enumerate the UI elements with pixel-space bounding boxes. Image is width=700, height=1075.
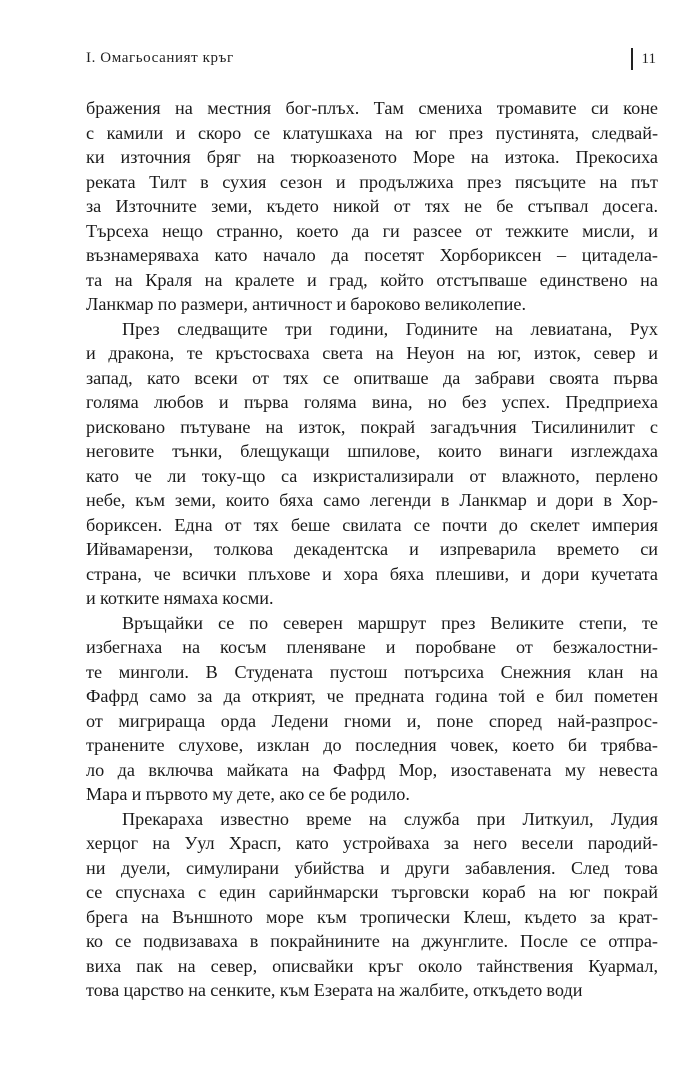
text-line: запад, като всеки от тях се опитваше да забрави своята първа (86, 367, 658, 388)
text-line: се спуснаха с един сарийнмарски търговски кораб на юг покрай (86, 882, 658, 902)
text-line: Връщайки се по северен маршрут през Великите степи, те (122, 612, 658, 633)
text-line: та на Краля на кралете и град, който отстъпваше единствено на (86, 269, 658, 290)
running-head (86, 50, 656, 72)
text-line: избегнаха на косъм пленяване и поробване от безжалостни- (86, 637, 658, 657)
text-line: През следващите три години, Годините на левиатана, Рух (122, 318, 658, 339)
text-line: с камили и скоро се клатушкаха на юг през пустинята, следвай- (86, 122, 658, 143)
text-line: виха пак на север, описвайки кръг около тайнствения Куармал, (86, 955, 658, 976)
text-line: голяма любов и първа голяма вина, но без успех. Предприеха (86, 392, 658, 412)
page-number-block (631, 48, 656, 70)
body-text (86, 96, 658, 1003)
text-line: неговите тънки, блещукащи шпилове, които винаги изглеждаха (86, 441, 658, 461)
text-line: страна, че всички плъхове и хора бяха плешиви, и дори кучетата (86, 563, 658, 584)
text-line: рисковано пътуване на изток, покрай загадъчния Тисилинилит с (86, 416, 658, 437)
text-line: Мара и първото му дете, ако се бе родило. (86, 784, 410, 804)
text-line: Търсеха нещо странно, което да ги разсее от тежките мисли, и (86, 220, 658, 241)
text-line: това царство на сенките, към Езерата на жалбите, откъдето води (86, 980, 583, 1000)
text-line: бражения на местния бог-плъх. Там смениха тромавите си коне (86, 98, 658, 118)
text-line: възнамеряваха като начало да посетят Хорбориксен – цитадела- (86, 245, 658, 265)
text-line: и дракона, те кръстосваха света на Неуон на юг, изток, север и (86, 343, 658, 363)
paragraph (86, 807, 658, 1003)
paragraph (86, 611, 658, 807)
text-line: реката Тилт в сухия сезон и продължиха през пясъците на път (86, 171, 658, 192)
text-line: ко се подвизаваха в покрайнините на джунглите. После се отпра- (86, 931, 658, 951)
text-line: те минголи. В Студената пустош потърсиха Снежния клан на (86, 661, 658, 682)
text-line: Фафрд само за да открият, че предната година той е бил пометен (86, 686, 658, 706)
text-line: небе, към земи, които бяха само легенди в Ланкмар и дори в Хор- (86, 490, 658, 510)
text-line: Ийвамарензи, толкова декадентска и изпреварила времето си (86, 539, 658, 559)
chapter-title: I. Омагьосаният кръг (86, 50, 234, 66)
text-line: за Източните земи, където никой от тях не бе стъпвал досега. (86, 196, 658, 216)
text-line: като че ли току-що са изкристализирали от влажното, перлено (86, 465, 658, 486)
page-number: 11 (641, 50, 656, 67)
paragraph (86, 96, 658, 317)
text-line: брега на Външното море към тропически Клеш, където за крат- (86, 906, 658, 927)
text-line: Прекараха известно време на служба при Литкуил, Лудия (122, 808, 658, 829)
text-line: транените слухове, изклан до последния човек, което би трябва- (86, 735, 658, 755)
paragraph (86, 317, 658, 611)
text-line: херцог на Уул Храсп, като устройваха за него весели пародий- (86, 833, 658, 853)
header-divider (631, 48, 632, 70)
text-line: и котките нямаха косми. (86, 588, 274, 608)
text-line: ки източния бряг на тюркоазеното Море на изтока. Прекосиха (86, 147, 658, 167)
text-line: от мигрираща орда Ледени гноми и, поне според най-разпрос- (86, 710, 658, 731)
text-line: Ланкмар по размери, античност и бароково великолепие. (86, 294, 526, 314)
text-line: бориксен. Една от тях беше свилата се почти до скелет империя (86, 514, 658, 535)
text-line: ло да включва майката на Фафрд Мор, изоставената му невеста (86, 759, 658, 780)
text-line: ни дуели, симулирани убийства и други забавления. След това (86, 857, 658, 878)
